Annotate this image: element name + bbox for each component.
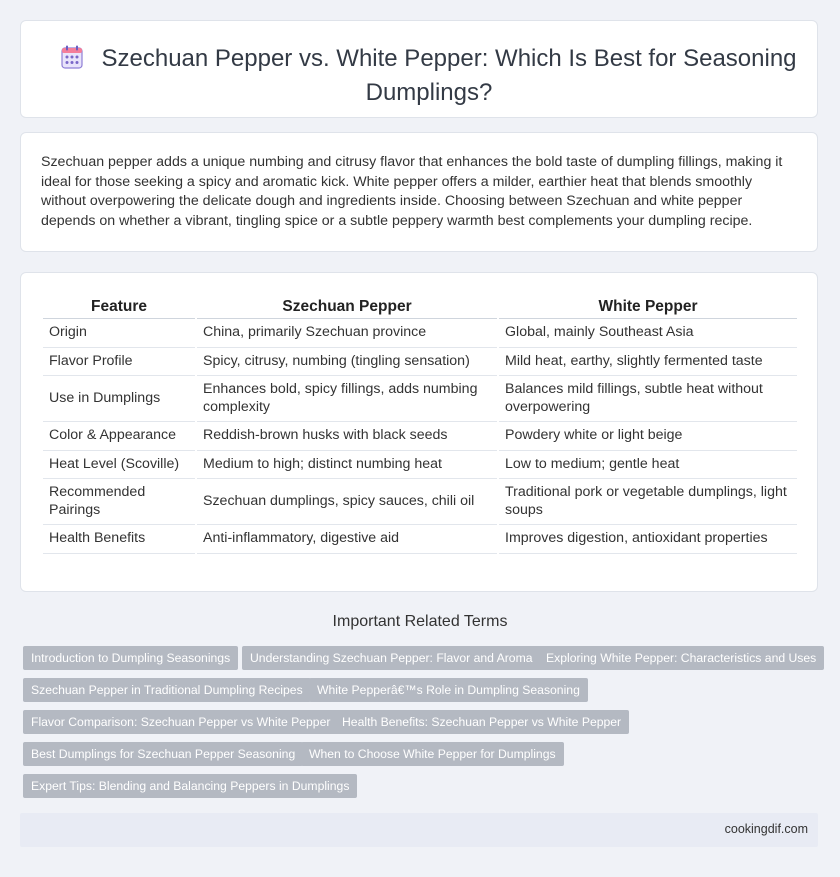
white-cell: Low to medium; gentle heat xyxy=(499,451,797,480)
related-term-link[interactable]: Expert Tips: Blending and Balancing Peppers in Dumplings xyxy=(23,774,357,798)
table-header-row xyxy=(43,295,797,319)
feature-cell: Color & Appearance xyxy=(43,422,195,451)
white-cell: Mild heat, earthy, slightly fermented taste xyxy=(499,348,797,377)
header-white: White Pepper xyxy=(499,295,797,319)
related-term-link[interactable]: When to Choose White Pepper for Dumplings xyxy=(301,742,564,766)
white-cell: Improves digestion, antioxidant properties xyxy=(499,525,797,554)
feature-cell: Heat Level (Scoville) xyxy=(43,451,195,480)
white-cell: Balances mild fillings, subtle heat without overpowering xyxy=(499,376,797,422)
szechuan-cell: Spicy, citrusy, numbing (tingling sensation) xyxy=(197,348,497,377)
feature-cell: Use in Dumplings xyxy=(43,376,195,422)
szechuan-cell: Anti-inflammatory, digestive aid xyxy=(197,525,497,554)
white-cell: Powdery white or light beige xyxy=(499,422,797,451)
feature-cell: Flavor Profile xyxy=(43,348,195,377)
feature-cell: Health Benefits xyxy=(43,525,195,554)
page-title: Szechuan Pepper vs. White Pepper: Which Is Best for Seasoning Dumplings? xyxy=(101,45,797,106)
related-term-link[interactable]: Understanding Szechuan Pepper: Flavor and Aroma xyxy=(242,646,541,670)
related-term-link[interactable]: White Pepperâ€™s Role in Dumpling Seasoning xyxy=(309,678,588,702)
white-cell: Global, mainly Southeast Asia xyxy=(499,319,797,348)
intro-paragraph: Szechuan pepper adds a unique numbing and citrusy flavor that enhances the bold taste of dumpling fillings, making it ideal for those seeking a spicy and aromatic kick. White pepper offers a milder, earthier heat that blends smoothly without overpowering the delicate dough and ingredients inside. Choosing between Szechuan and white pepper depends on whether a vibrant, tingling spice or a subtle peppery warmth best complements your dumpling recipe. xyxy=(41,154,783,229)
feature-cell: Recommended Pairings xyxy=(43,479,195,525)
related-term-link[interactable]: Health Benefits: Szechuan Pepper vs White Pepper xyxy=(334,710,629,734)
table-row xyxy=(43,525,797,554)
szechuan-cell: Enhances bold, spicy fillings, adds numbing complexity xyxy=(197,376,497,422)
related-term-link[interactable]: Best Dumplings for Szechuan Pepper Seasoning xyxy=(23,742,303,766)
header-szechuan: Szechuan Pepper xyxy=(197,295,497,319)
szechuan-cell: Reddish-brown husks with black seeds xyxy=(197,422,497,451)
szechuan-cell: China, primarily Szechuan province xyxy=(197,319,497,348)
comparison-table xyxy=(41,295,799,554)
footer xyxy=(20,813,818,847)
table-row xyxy=(43,348,797,377)
related-term-link[interactable]: Exploring White Pepper: Characteristics and Uses xyxy=(538,646,824,670)
table-row xyxy=(43,376,797,422)
table-row xyxy=(43,319,797,348)
related-term-link[interactable]: Introduction to Dumpling Seasonings xyxy=(23,646,238,670)
related-term-link[interactable]: Szechuan Pepper in Traditional Dumpling Recipes xyxy=(23,678,311,702)
intro-card xyxy=(20,132,818,252)
white-cell: Traditional pork or vegetable dumplings, light soups xyxy=(499,479,797,525)
related-terms-heading: Important Related Terms xyxy=(332,613,508,630)
table-row xyxy=(43,422,797,451)
footer-site-link[interactable]: cookingdif.com xyxy=(724,822,808,836)
header-feature: Feature xyxy=(43,295,195,319)
table-row xyxy=(43,451,797,480)
table-row xyxy=(43,479,797,525)
related-term-link[interactable]: Flavor Comparison: Szechuan Pepper vs White Pepper xyxy=(23,710,338,734)
feature-cell: Origin xyxy=(43,319,195,348)
title-card xyxy=(20,20,818,118)
szechuan-cell: Medium to high; distinct numbing heat xyxy=(197,451,497,480)
comparison-card xyxy=(20,272,818,592)
szechuan-cell: Szechuan dumplings, spicy sauces, chili oil xyxy=(197,479,497,525)
calendar-grid-icon xyxy=(61,45,83,77)
